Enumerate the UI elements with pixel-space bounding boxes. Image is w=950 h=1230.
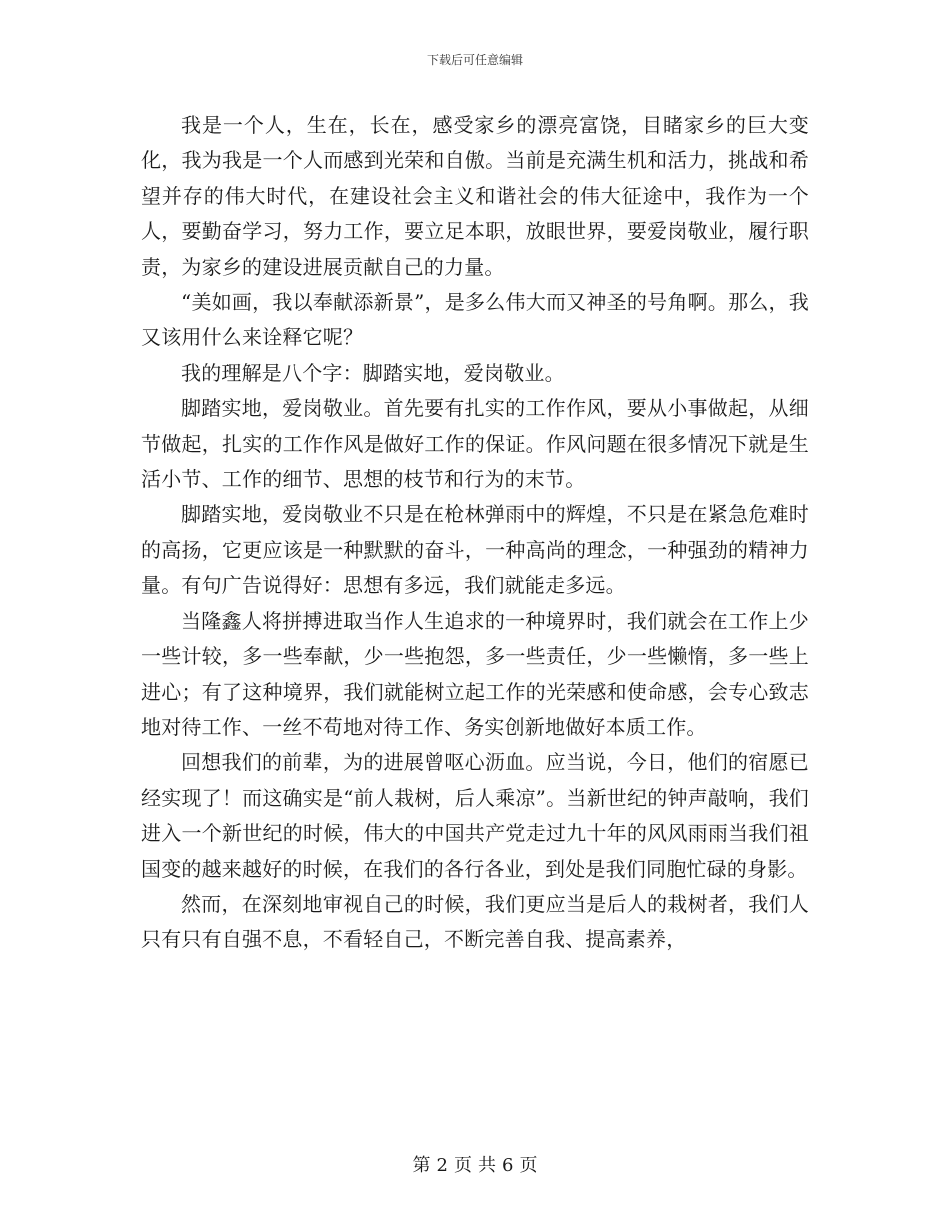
footer-prefix: 第: [412, 1155, 431, 1176]
page-footer: [0, 1154, 950, 1178]
paragraph-4: 脚踏实地，爱岗敬业。首先要有扎实的工作作风，要从小事做起，从细节做起，扎实的工作作风是做好工作的保证。作风问题在很多情况下就是生活小节、工作的细节、思想的枝节和行为的末节。: [141, 396, 809, 492]
paragraph-3: 我的理解是八个字：脚踏实地，爱岗敬业。: [181, 360, 565, 385]
footer-total-word: 共: [478, 1155, 496, 1176]
paragraph-2: “美如画，我以奉献添新景”，是多么伟大而又神圣的号角啊。那么，我又该用什么来诠释它呢？: [141, 290, 809, 350]
footer-total-unit: 页: [519, 1155, 538, 1176]
footer-current-page: 2: [436, 1155, 448, 1176]
footer-page-unit: 页: [454, 1155, 472, 1176]
document-body: [141, 108, 809, 958]
paragraph-8: 然而，在深刻地审视自己的时候，我们更应当是后人的栽树者，我们人只有只有自强不息，不看轻自己，不断完善自我、提高素养，: [141, 891, 809, 952]
footer-total-pages: 6: [502, 1155, 514, 1176]
paragraph-1: 我是一个人，生在，长在，感受家乡的漂亮富饶，目睹家乡的巨大变化，我为我是一个人而感到光荣和自傲。当前是充满生机和活力，挑战和希望并存的伟大时代，在建设社会主义和谐社会的伟大征途中，我作为一个人，要勤奋学习，努力工作，要立足本职，放眼世界，要爱岗敬业，履行职责，为家乡的建设进展贡献自己的力量。: [141, 113, 809, 279]
page-header: 下载后可任意编辑: [426, 53, 523, 67]
paragraph-6: 当隆鑫人将拼搏进取当作人生追求的一种境界时，我们就会在工作上少一些计较，多一些奉献，少一些抱怨，多一些责任，少一些懒惰，多一些上进心；有了这种境界，我们就能树立起工作的光荣感和使命感，会专心致志地对待工作、一丝不苟地对待工作、务实创新地做好本质工作。: [141, 608, 809, 739]
paragraph-5: 脚踏实地，爱岗敬业不只是在枪林弹雨中的辉煌，不只是在紧急危难时的高扬，它更应该是一种默默的奋斗，一种高尚的理念，一种强劲的精神力量。有句广告说得好：思想有多远，我们就能走多远。: [141, 502, 809, 598]
paragraph-7: 回想我们的前辈，为的进展曾呕心沥血。应当说，今日，他们的宿愿已经实现了！而这确实是“前人栽树，后人乘凉”。当新世纪的钟声敲响，我们进入一个新世纪的时候，伟大的中国共产党走过九十年的风风雨雨当我们祖国变的越来越好的时候，在我们的各行各业，到处是我们同胞忙碌的身影。: [141, 750, 809, 881]
